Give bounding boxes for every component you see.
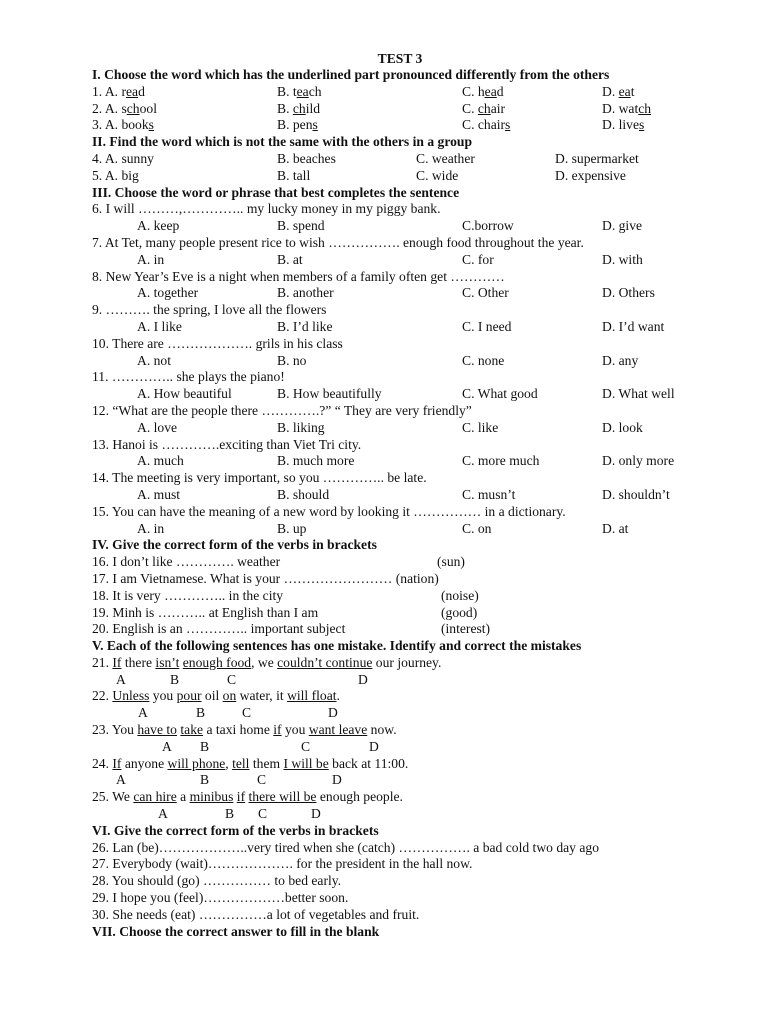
- question-text: 30. She needs (eat) ……………a lot of vegetables and fruit.: [92, 906, 420, 922]
- option: B. much more: [277, 453, 355, 469]
- option: C. weather: [416, 150, 475, 166]
- section-7-heading: VII. Choose the correct answer to fill in the blank: [92, 923, 380, 939]
- answer-letter: B: [200, 738, 210, 754]
- question-text: 19. Minh is ……….. at English than I am: [92, 604, 319, 620]
- option: A. How beautiful: [137, 386, 232, 402]
- question-text: 8. New Year’s Eve is a night when members of a family often get …………: [92, 268, 505, 284]
- question-text: 28. You should (go) …………… to bed early.: [92, 873, 342, 889]
- option: 1. A. read: [92, 83, 145, 99]
- section-3-heading: III. Choose the word or phrase that best completes the sentence: [92, 184, 460, 200]
- option: B. child: [277, 100, 321, 116]
- question-text: 26. Lan (be)………………..very tired when she (catch) ……………. a bad cold two day ago: [92, 839, 599, 855]
- option: C. What good: [462, 386, 538, 402]
- underlined-part: Unless: [112, 688, 150, 704]
- option: B. pens: [277, 117, 318, 133]
- section-4-heading: IV. Give the correct form of the verbs in brackets: [92, 537, 377, 553]
- question-text: 7. At Tet, many people present rice to wish ……………. enough food throughout the year.: [92, 234, 584, 250]
- word-hint: (noise): [441, 587, 479, 603]
- underlined-part: isn’t: [155, 654, 180, 670]
- options-row: [92, 521, 712, 538]
- option: D. look: [602, 419, 643, 435]
- underlined-part: s: [148, 117, 154, 133]
- option: A. love: [137, 419, 178, 435]
- question-row: [92, 554, 712, 571]
- underlined-part: ch: [292, 100, 306, 116]
- question-text: 16. I don’t like …………. weather: [92, 554, 281, 570]
- answer-letter: D: [328, 705, 338, 721]
- word-hint: (sun): [437, 554, 465, 570]
- answer-letters: [92, 672, 712, 689]
- answer-letter: B: [170, 671, 180, 687]
- part3-list: [92, 201, 712, 537]
- option: D. expensive: [555, 167, 626, 183]
- options-row: [92, 353, 712, 370]
- underlined-part: ea: [125, 83, 139, 99]
- option: A. keep: [137, 218, 180, 234]
- question-row: [92, 117, 712, 134]
- underlined-part: If: [112, 654, 122, 670]
- question-text: 25. We can hire a minibus if there will be enough people.: [92, 789, 403, 805]
- options-row: [92, 453, 712, 470]
- underlined-part: if: [236, 789, 246, 805]
- option: C. for: [462, 251, 494, 267]
- question-row: [92, 151, 712, 168]
- section-1-heading: I. Choose the word which has the underlined part pronounced differently from the others: [92, 67, 610, 82]
- question-text: 14. The meeting is very important, so you ………….. be late.: [92, 470, 427, 486]
- option: D. only more: [602, 453, 675, 469]
- underlined-part: pour: [176, 688, 202, 704]
- option: D. lives: [602, 117, 645, 133]
- question-row: [92, 168, 712, 185]
- option: A. I like: [137, 318, 182, 334]
- answer-letters: [92, 772, 712, 789]
- question-text: 23. You have to take a taxi home if you want leave now.: [92, 722, 397, 738]
- underlined-part: take: [180, 722, 204, 738]
- option: C. chair: [462, 100, 506, 116]
- option: 3. A. books: [92, 117, 154, 133]
- question-text: 15. You can have the meaning of a new word by looking it …………… in a dictionary.: [92, 503, 566, 519]
- option: B. should: [277, 486, 330, 502]
- option: C. wide: [416, 167, 459, 183]
- question-row: [92, 84, 712, 101]
- option: A. together: [137, 285, 199, 301]
- answer-letter: A: [158, 806, 168, 822]
- options-row: [92, 252, 712, 269]
- answer-letter: C: [242, 705, 252, 721]
- option: 2. A. school: [92, 100, 157, 116]
- answer-letter: B: [200, 772, 210, 788]
- question-text: 13. Hanoi is ………….exciting than Viet Tri city.: [92, 436, 362, 452]
- answer-letter: A: [162, 738, 172, 754]
- question-text: 9. ………. the spring, I love all the flowers: [92, 302, 327, 318]
- option: D. at: [602, 520, 629, 536]
- option: B. spend: [277, 218, 325, 234]
- option: B. liking: [277, 419, 325, 435]
- option: D. supermarket: [555, 150, 639, 166]
- question-text: 10. There are ………………. grils in his class: [92, 335, 343, 351]
- answer-letter: D: [358, 671, 368, 687]
- option: D. with: [602, 251, 643, 267]
- answer-letter: A: [116, 671, 126, 687]
- option: D. Others: [602, 285, 655, 301]
- option: B. How beautifully: [277, 386, 382, 402]
- underlined-part: ch: [638, 100, 652, 116]
- question-row: [92, 588, 712, 605]
- option: C. I need: [462, 318, 512, 334]
- section-6-heading: VI. Give the correct form of the verbs in brackets: [92, 822, 379, 838]
- option: D. I’d want: [602, 318, 665, 334]
- option: B. tall: [277, 167, 311, 183]
- question-text: 22. Unless you pour oil on water, it will float.: [92, 688, 340, 704]
- options-row: [92, 218, 712, 235]
- question-text: 11. ………….. she plays the piano!: [92, 369, 285, 385]
- underlined-part: If: [112, 755, 122, 771]
- question-text: 29. I hope you (feel)………………better soon.: [92, 890, 349, 906]
- question-text: 17. I am Vietnamese. What is your …………………… (nation): [92, 570, 439, 586]
- answer-letter: D: [369, 738, 379, 754]
- option: C.borrow: [462, 218, 514, 234]
- underlined-part: have to: [137, 722, 177, 738]
- underlined-part: tell: [232, 755, 250, 771]
- answer-letter: C: [301, 738, 311, 754]
- word-hint: (interest): [441, 621, 491, 637]
- answer-letter: A: [116, 772, 126, 788]
- underlined-part: s: [505, 117, 511, 133]
- option: B. teach: [277, 83, 322, 99]
- option: A. in: [137, 520, 165, 536]
- underlined-part: ch: [477, 100, 491, 116]
- answer-letters: [92, 705, 712, 722]
- underlined-part: enough food: [182, 654, 252, 670]
- answer-letter: C: [258, 806, 268, 822]
- word-hint: (good): [441, 604, 478, 620]
- options-row: [92, 319, 712, 336]
- answer-letter: B: [196, 705, 206, 721]
- question-text: 24. If anyone will phone, tell them I will be back at 11:00.: [92, 755, 409, 771]
- option: C. more much: [462, 453, 540, 469]
- part4-list: [92, 554, 712, 638]
- underlined-part: if: [273, 722, 282, 738]
- answer-letter: C: [227, 671, 237, 687]
- question-row: [92, 605, 712, 622]
- part1-list: [92, 84, 712, 134]
- question-row: [92, 621, 712, 638]
- option: B. another: [277, 285, 334, 301]
- underlined-part: will phone: [167, 755, 226, 771]
- underlined-part: can hire: [133, 789, 177, 805]
- option: C. chairs: [462, 117, 511, 133]
- answer-letter: D: [311, 806, 321, 822]
- option: D. eat: [602, 83, 635, 99]
- page-title: TEST 3: [377, 51, 423, 66]
- option: C. musn’t: [462, 486, 516, 502]
- option: D. give: [602, 218, 643, 234]
- underlined-part: minibus: [189, 789, 234, 805]
- option: D. watch: [602, 100, 652, 116]
- answer-letters: [92, 806, 712, 823]
- section-5-heading: V. Each of the following sentences has one mistake. Identify and correct the mistakes: [92, 638, 582, 654]
- option: A. in: [137, 251, 165, 267]
- question-text: 6. I will ………,………….. my lucky money in my piggy bank.: [92, 201, 441, 217]
- option: A. much: [137, 453, 184, 469]
- underlined-part: I will be: [283, 755, 329, 771]
- options-row: [92, 386, 712, 403]
- question-row: [92, 101, 712, 118]
- underlined-part: ea: [618, 83, 631, 99]
- option: C. Other: [462, 285, 509, 301]
- part5-list: [92, 655, 712, 823]
- underlined-part: ea: [296, 83, 309, 99]
- underlined-part: s: [639, 117, 645, 133]
- underlined-part: couldn’t continue: [277, 654, 373, 670]
- underlined-part: will float: [287, 688, 337, 704]
- options-row: [92, 487, 712, 504]
- underlined-part: s: [312, 117, 318, 133]
- question-text: 20. English is an ………….. important subject: [92, 621, 346, 637]
- answer-letters: [92, 739, 712, 756]
- answer-letter: C: [257, 772, 267, 788]
- option: C. like: [462, 419, 499, 435]
- question-row: [92, 571, 712, 588]
- option: D. any: [602, 352, 639, 368]
- option: C. head: [462, 83, 504, 99]
- underlined-part: there will be: [248, 789, 317, 805]
- option: C. on: [462, 520, 492, 536]
- section-2-heading: II. Find the word which is not the same with the others in a group: [92, 134, 473, 150]
- answer-letter: A: [138, 705, 148, 721]
- underlined-part: want leave: [308, 722, 368, 738]
- option: B. no: [277, 352, 307, 368]
- question-text: 18. It is very ………….. in the city: [92, 587, 284, 603]
- option: A. not: [137, 352, 171, 368]
- underlined-part: ch: [126, 100, 140, 116]
- option: 5. A. big: [92, 167, 139, 183]
- option: D. What well: [602, 386, 675, 402]
- option: B. at: [277, 251, 303, 267]
- option: B. I’d like: [277, 318, 333, 334]
- options-row: [92, 420, 712, 437]
- option: 4. A. sunny: [92, 150, 154, 166]
- option: B. beaches: [277, 150, 336, 166]
- worksheet: [92, 50, 712, 940]
- part6-list: [92, 840, 712, 924]
- option: A. must: [137, 486, 181, 502]
- option: D. shouldn’t: [602, 486, 670, 502]
- option: B. up: [277, 520, 307, 536]
- option: C. none: [462, 352, 505, 368]
- underlined-part: ea: [484, 83, 497, 99]
- answer-letter: B: [225, 806, 235, 822]
- answer-letter: D: [332, 772, 342, 788]
- options-row: [92, 285, 712, 302]
- question-text: 12. “What are the people there ………….?” “ They are very friendly”: [92, 402, 472, 418]
- part2-list: [92, 151, 712, 185]
- question-text: 21. If there isn’t enough food, we couldn’t continue our journey.: [92, 654, 442, 670]
- underlined-part: on: [222, 688, 237, 704]
- question-text: 27. Everybody (wait)………………. for the president in the hall now.: [92, 856, 473, 872]
